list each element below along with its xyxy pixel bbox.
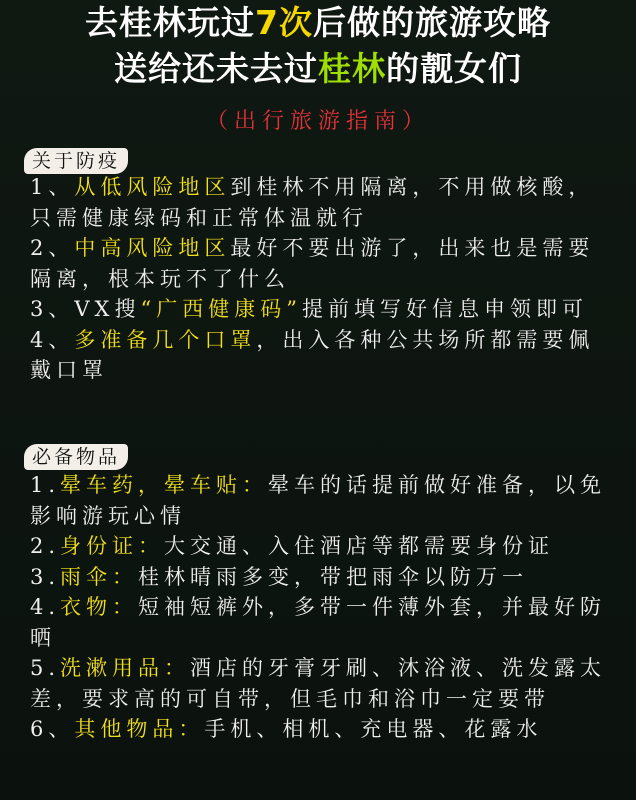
item-text: 酒店的牙膏牙刷、沐浴液、洗发露太差，要求高的可自带，但毛巾和浴巾一定要带: [30, 656, 607, 711]
item-highlight: 衣物：: [60, 595, 139, 619]
item-text: 晕车的话提前做好准备，以免影响游玩心情: [30, 473, 607, 528]
title-line-2-pre: 送给还未去过: [114, 49, 318, 88]
section-essentials-list: [30, 470, 620, 745]
item-number: 2.: [30, 534, 61, 558]
list-item: [30, 294, 620, 325]
item-text: 桂林晴雨多变，带把雨伞以防万一: [138, 564, 529, 589]
title-line-1-post: 后做的旅游攻略: [312, 3, 551, 42]
list-item: [30, 562, 620, 593]
item-number: 2、: [30, 236, 75, 260]
item-highlight: 身份证：: [60, 534, 165, 558]
section-tag-epidemic: 关于防疫: [24, 148, 128, 174]
title-line-2: [0, 46, 636, 92]
title-city: 桂林: [318, 49, 386, 88]
list-item: [30, 653, 620, 714]
list-item: [30, 233, 620, 294]
item-text: 短袖短裤外，多带一件薄外套，并最好防晒: [30, 595, 607, 650]
item-number: 6、: [30, 717, 75, 741]
item-text: ，出入各种公共场所都需要佩戴口罩: [30, 327, 595, 382]
list-item: [30, 470, 620, 531]
item-number: 1.: [30, 473, 61, 497]
item-number: 3、: [30, 297, 75, 321]
list-item: [30, 531, 620, 562]
item-highlight: 中高风险地区: [74, 236, 231, 260]
item-highlight: 从低风险地区: [74, 175, 231, 199]
title-line-2-post: 的靓女们: [386, 49, 522, 88]
item-number: 4、: [30, 327, 75, 352]
item-text: 手机、相机、充电器、花露水: [204, 717, 543, 741]
item-highlight: 洗漱用品：: [60, 656, 191, 680]
item-number: 1、: [30, 175, 75, 199]
list-item: [30, 172, 620, 233]
section-epidemic-list: [30, 172, 620, 386]
item-number: 3.: [30, 564, 61, 589]
subtitle: （出行旅游指南）: [205, 109, 430, 134]
item-text: 提前填写好信息申领即可: [301, 297, 588, 321]
item-text: 到桂林不用隔离，不用做核酸，只需健康绿码和正常体温就行: [30, 175, 595, 230]
item-prefix: VX搜: [74, 297, 141, 321]
item-text: 大交通、入住酒店等都需要身份证: [164, 534, 555, 558]
title-line-1-pre: 去桂林玩过: [85, 3, 256, 42]
item-highlight: 雨伞：: [60, 564, 139, 589]
item-highlight: 晕车药，晕车贴：: [60, 473, 269, 497]
list-item: [30, 592, 620, 653]
item-highlight: “广西健康码”: [140, 297, 302, 321]
item-text: 最好不要出游了，出来也是需要隔离，根本玩不了什么: [30, 236, 595, 291]
list-item: [30, 325, 620, 386]
item-number: 5.: [30, 656, 61, 680]
title-visit-count: 7次: [255, 3, 313, 42]
section-tag-essentials: 必备物品: [24, 444, 128, 470]
item-highlight: 其他物品：: [74, 717, 205, 741]
list-item: [30, 714, 620, 745]
item-highlight: 多准备几个口罩: [74, 327, 257, 352]
item-number: 4.: [30, 595, 61, 619]
title-line-1: [0, 0, 636, 46]
